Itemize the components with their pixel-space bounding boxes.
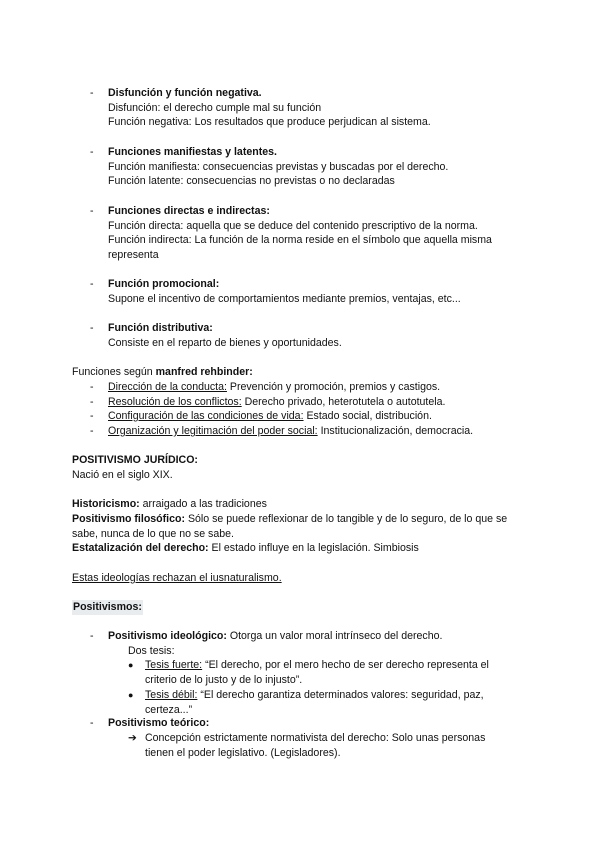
rehbinder-item [108, 424, 528, 439]
section-line: Supone el incentivo de comportamientos mediante premios, ventajas, etc... [108, 292, 461, 305]
list-dash: - [90, 425, 94, 437]
dos-tesis: Dos tesis: [128, 645, 175, 657]
list-dash: - [90, 278, 94, 290]
positivismos-heading: Positivismos: [73, 601, 142, 613]
estatalizacion-label: Estatalización del derecho: [72, 542, 209, 554]
ideologico-item [108, 629, 548, 644]
list-item-promocional [108, 277, 528, 306]
rehbinder-intro-text: Funciones según [72, 366, 156, 378]
rehbinder-item [108, 380, 528, 395]
section-line: Función directa: aquella que se deduce del contenido prescriptivo de la norma. [108, 219, 478, 232]
filosofico-text: Sólo se puede reflexionar de lo tangible y de lo seguro, de lo que se sabe, nunca de lo que no se sabe. [72, 513, 508, 540]
historicismo-text: arraigado a las tradiciones [139, 498, 267, 510]
list-dash: - [90, 322, 94, 334]
tesis-debil [145, 688, 515, 717]
teorico-text: Concepción estrictamente normativista del derecho: Solo unas personas tienen el poder legislativo. (Legisladores). [145, 732, 486, 759]
list-dash: - [90, 630, 94, 642]
rehbinder-item [108, 409, 528, 424]
section-title: Función promocional: [108, 278, 220, 290]
estatalizacion-text: El estado influye en la legislación. Simbiosis [208, 542, 419, 554]
list-item-manifiestas [108, 145, 528, 189]
section-line: Consiste en el reparto de bienes y oportunidades. [108, 336, 342, 349]
section-line: Disfunción: el derecho cumple mal su función [108, 101, 322, 114]
list-dash: - [90, 396, 94, 408]
list-item-directas [108, 204, 513, 262]
section-title: Función distributiva: [108, 322, 213, 334]
historicismo-line [72, 497, 267, 512]
rehbinder-item-label: Dirección de la conducta: [108, 381, 227, 393]
arrow-icon: ➔ [128, 732, 137, 744]
tesis-debil-label: Tesis débil: [145, 689, 198, 701]
ideologico-label: Positivismo ideológico: [108, 630, 227, 642]
list-dash: - [90, 717, 94, 729]
section-line: Función indirecta: La función de la norma reside en el símbolo que aquella misma representa [108, 234, 492, 261]
section-title: Disfunción y función negativa. [108, 87, 262, 99]
rehbinder-item-label: Configuración de las condiciones de vida: [108, 410, 304, 422]
tesis-fuerte-text: “El derecho, por el mero hecho de ser derecho representa el criterio de lo justo y de lo injusto”. [145, 659, 489, 686]
rehbinder-item-label: Organización y legitimación del poder social: [108, 425, 318, 437]
historicismo-label: Historicismo: [72, 498, 140, 510]
tesis-debil-text: “El derecho garantiza determinados valores: seguridad, paz, certeza...” [145, 689, 484, 716]
rehbinder-item-text: Estado social, distribución. [303, 410, 432, 422]
section-title: Funciones manifiestas y latentes. [108, 146, 277, 158]
rehbinder-item-label: Resolución de los conflictos: [108, 396, 242, 408]
rehbinder-name: manfred rehbinder: [155, 366, 253, 378]
list-dash: - [90, 410, 94, 422]
rehbinder-item-text: Institucionalización, democracia. [317, 425, 474, 437]
list-dash: - [90, 146, 94, 158]
rechazan-line: Estas ideologías rechazan el iusnaturalismo. [72, 572, 282, 584]
ideologico-text: Otorga un valor moral intrínseco del derecho. [226, 630, 443, 642]
estatalizacion-line [72, 541, 419, 556]
list-item-distributiva [108, 321, 528, 350]
filosofico-paragraph [72, 512, 522, 541]
filosofico-label: Positivismo filosófico: [72, 513, 186, 525]
teorico-item: Positivismo teórico: [108, 717, 210, 729]
section-line: Función negativa: Los resultados que produce perjudican al sistema. [108, 116, 431, 129]
positivismo-heading: POSITIVISMO JURÍDICO: [72, 454, 198, 466]
rehbinder-item [108, 395, 528, 410]
positivismo-born: Nació en el siglo XIX. [72, 469, 173, 481]
bullet-icon: ● [128, 660, 134, 670]
list-dash: - [90, 205, 94, 217]
section-title: Funciones directas e indirectas: [108, 205, 270, 217]
list-dash: - [90, 381, 94, 393]
rehbinder-intro [72, 365, 253, 380]
section-line: Función latente: consecuencias no previstas o no declaradas [108, 175, 395, 188]
rehbinder-item-text: Derecho privado, heterotutela o autotutela. [241, 396, 446, 408]
list-dash: - [90, 87, 94, 99]
rehbinder-item-text: Prevención y promoción, premios y castigos. [226, 381, 441, 393]
list-item-disfuncion [108, 86, 528, 130]
bullet-icon: ● [128, 690, 134, 700]
tesis-fuerte [145, 658, 515, 687]
tesis-fuerte-label: Tesis fuerte: [145, 659, 203, 671]
section-line: Función manifiesta: consecuencias previstas y buscadas por el derecho. [108, 160, 449, 173]
